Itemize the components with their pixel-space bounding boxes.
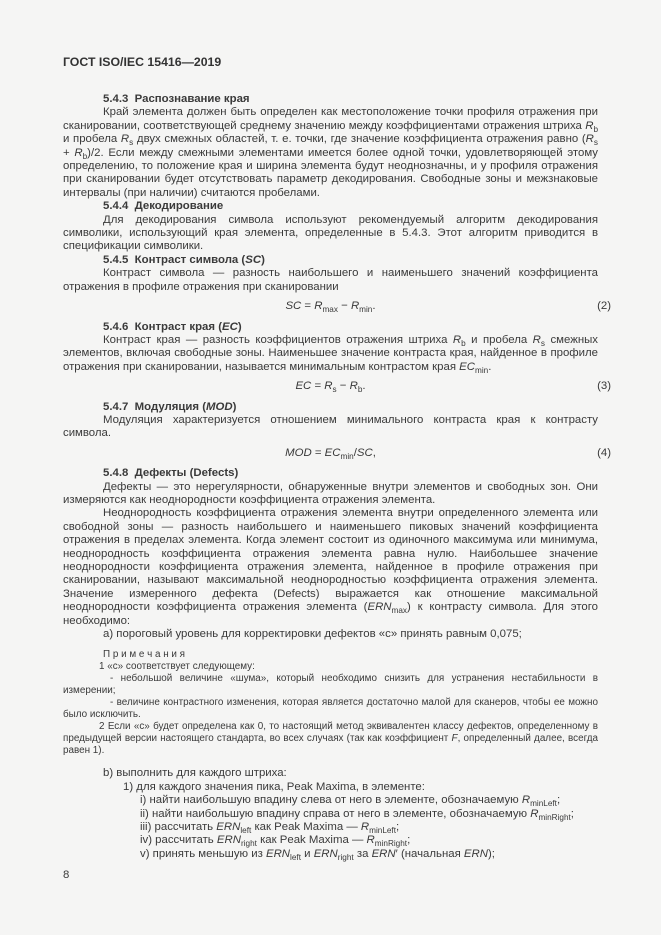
section-heading-5-4-3: 5.4.3 Распознавание края: [103, 93, 250, 105]
section-heading-5-4-6: 5.4.6 Контраст края (EC): [103, 320, 242, 333]
notes-label: П р и м е ч а н и я: [103, 649, 186, 661]
list-item-a: а) пороговый уровень для корректировки дефектов «с» принять равным 0,075;: [103, 628, 522, 641]
formula-2: [63, 300, 611, 314]
list-b-block: [63, 767, 598, 861]
formula-expression: EC = $R_s - R_b$.: [295, 380, 366, 394]
list-item-iv: iv) рассчитать $ERN_{right}$ как Peak Maxima — $R_{minRight}$;: [140, 834, 411, 849]
section-heading-5-4-4: 5.4.4 Декодирование: [103, 200, 224, 213]
note-item-1-dash-1: - небольшой величине «шума», который необходимо снизить для устранения нестабильности в измерении;: [63, 673, 598, 697]
list-item-b-1: 1) для каждого значения пика, Peak Maxima, в элементе:: [123, 780, 425, 793]
formula-expression: SC = $R_{max} - R_{min}$.: [285, 300, 376, 314]
note-item-1: 1 «с» соответствует следующему:: [99, 661, 255, 673]
paragraph: Контраст символа — разность наибольшего и наименьшего значений коэффициента отражения в профиле отражения при сканировании: [63, 267, 598, 293]
page-number: 8: [63, 869, 70, 882]
formula-number: (3): [597, 380, 611, 393]
paragraph: Для декодирования символа используют рекомендуемый алгоритм декодирования символики, использующий края элемента, определенные в 5.4.3. Этот алгоритм приводится в спецификации символики.: [63, 213, 598, 253]
formula-number: (4): [597, 446, 611, 459]
formula-4: [63, 446, 611, 461]
section-heading-5-4-8: 5.4.8 Дефекты (Defects): [103, 467, 239, 480]
notes-block: [63, 649, 598, 757]
section-heading-5-4-5: 5.4.5 Контраст символа (SC): [103, 253, 265, 266]
list-item-v: v) принять меньшую из $ERN_{left}$ и $ERN_{right}$ за ERN′ (начальная ERN);: [140, 847, 495, 862]
list-item-i: i) найти наибольшую впадину слева от него в элементе, обозначаемую $R_{minLeft}$;: [140, 794, 561, 809]
list-item-ii: ii) найти наибольшую впадину справа от него в элементе, обозначаемую $R_{minRight}$;: [140, 807, 574, 822]
paragraph: Модуляция характеризуется отношением минимального контраста края к контрасту символа.: [63, 413, 598, 440]
formula-3: [63, 380, 611, 394]
note-item-1-dash-2: - величине контрастного изменения, которая является достаточно малой для сканеров, чтобы ее можно было исключить.: [63, 697, 598, 721]
formula-number: (2): [597, 300, 611, 313]
formula-expression: MOD = $EC_{min}/SC$,: [285, 446, 376, 461]
paragraph: Дефекты — это нерегулярности, обнаруженные внутри элементов и свободных зон. Они измеряются как неоднородности коэффициента отражения элемента.: [63, 480, 598, 506]
paragraph: Край элемента должен быть определен как местоположение точки профиля отражения при сканировании, соответствующей среднему значению между коэффициентами отражения штриха $R_b$ и пробела $R_s$ двух смежных областей, т. е. точки, где значение коэффициента отражения равно $(R_s + R_b)/2$. Если между смежными элементами имеется более одной точки, удовлетворяющей этому определению, то положение края и ширина элемента будут неоднозначны, и у профиля отражения при сканировании будет отсутствовать параметр декодирования. Свободные зоны и межзнаковые интервалы (при наличии) считаются пробелами.: [63, 106, 598, 199]
list-item-iii: iii) рассчитать $ERN_{left}$ как Peak Maxima — $R_{minLeft}$;: [140, 821, 400, 835]
list-item-b: b) выполнить для каждого штриха:: [103, 767, 287, 780]
doc-header: ГОСТ ISO/IEC 15416—2019: [63, 55, 222, 69]
note-item-2: 2 Если «с» будет определена как 0, то настоящий метод эквивалентен классу дефектов, определенному в предыдущей версии настоящего стандарта, во всех случаях (так как коэффициент F, определенный далее, всегда равен 1).: [63, 721, 598, 757]
paragraph: Неоднородность коэффициента отражения элемента внутри определенного элемента или свободной зоны — разность наибольшего и наименьшего пиковых значений коэффициента отражения в пределах элемента. Когда элемент состоит из одиночного максимума или минимума, неоднородность коэффициента отражения элемента равна нулю. Наибольшее значение неоднородности коэффициента отражения элемента, найденное в профиле отражения при сканировании, называют максимальной неоднородностью коэффициента отражения элемента. Значение измеренного дефекта (Defects) выражается как отношение максимальной неоднородности коэффициента отражения элемента $(ERN_{max})$ к контрасту символа. Для этого необходимо:: [63, 507, 598, 627]
section-heading-5-4-7: 5.4.7 Модуляция (MOD): [103, 400, 237, 413]
document-body: [63, 93, 611, 883]
paragraph: Контраст края — разность коэффициентов отражения штриха $R_b$ и пробела $R_s$ смежных элементов, включая свободные зоны. Наименьшее значение контраста края, найденное в профиле отражения при сканировании, называется минимальным контрастом края $EC_{min}$.: [63, 333, 599, 375]
